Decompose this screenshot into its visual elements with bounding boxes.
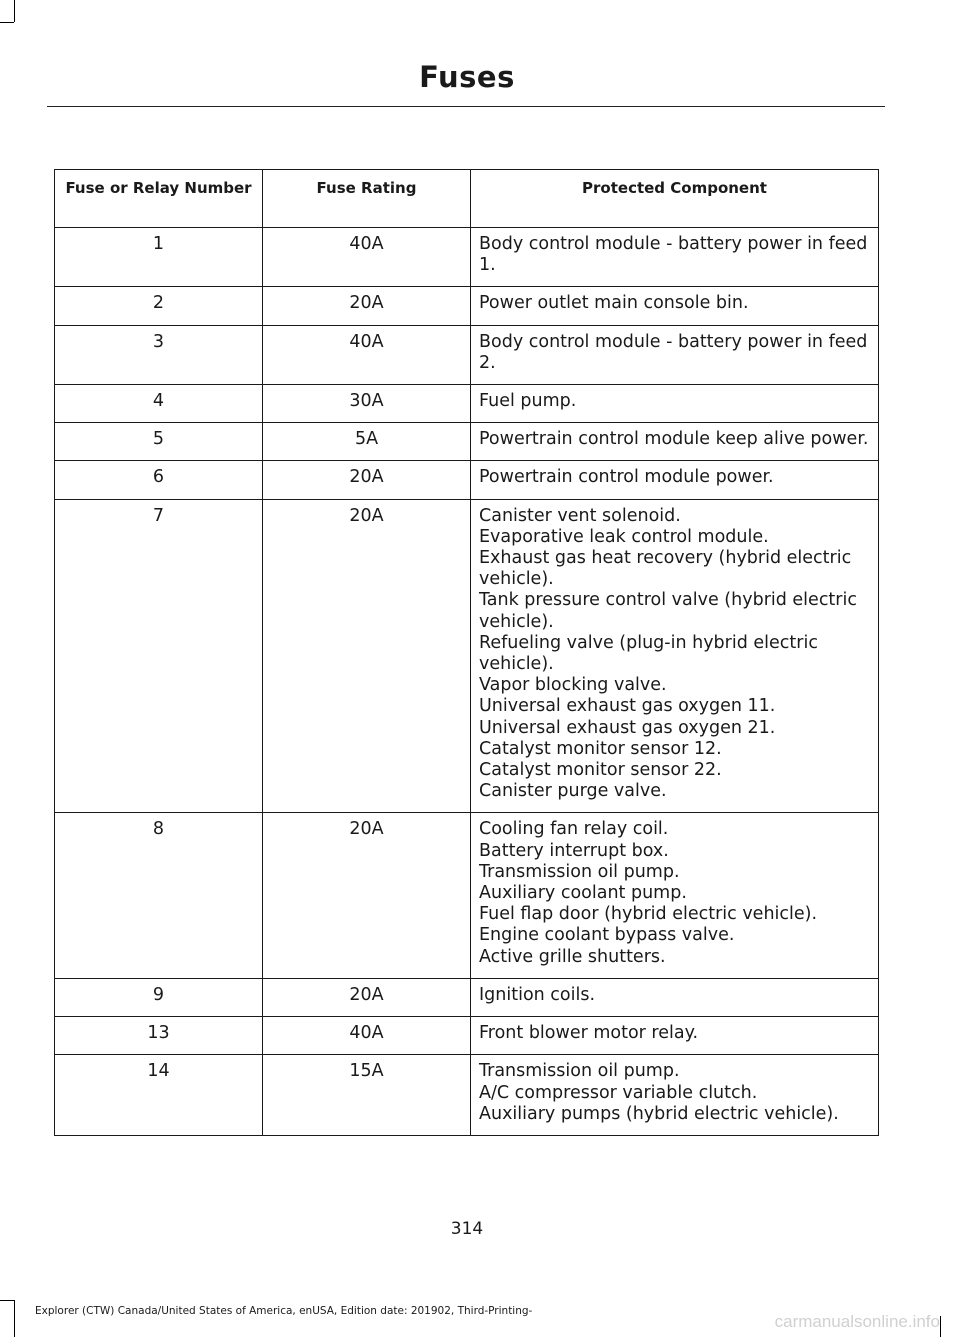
fuse-rating-cell: 20A bbox=[263, 499, 471, 813]
fuse-rating-cell: 20A bbox=[263, 287, 471, 325]
component-line: Cooling fan relay coil. bbox=[479, 819, 669, 840]
component-line: Vapor blocking valve. bbox=[479, 675, 667, 696]
protected-component-cell bbox=[471, 1055, 879, 1136]
component-line: Transmission oil pump. bbox=[479, 861, 680, 882]
component-line: Body control module - battery power in feed 1. bbox=[479, 234, 868, 276]
fuse-number-cell: 1 bbox=[55, 228, 263, 287]
header-fuse-number: Fuse or Relay Number bbox=[55, 170, 263, 228]
crop-mark bbox=[0, 1300, 14, 1301]
table-row bbox=[55, 978, 879, 1016]
header-protected-component: Protected Component bbox=[471, 170, 879, 228]
component-line: Auxiliary coolant pump. bbox=[479, 883, 687, 904]
component-line: Universal exhaust gas oxygen 21. bbox=[479, 717, 776, 738]
fuse-number-cell: 4 bbox=[55, 385, 263, 423]
page-title: Fuses bbox=[419, 60, 515, 94]
protected-component-cell bbox=[471, 325, 879, 384]
protected-component-cell bbox=[471, 1017, 879, 1055]
fuse-rating-cell: 15A bbox=[263, 1055, 471, 1136]
fuse-rating-cell: 40A bbox=[263, 1017, 471, 1055]
crop-mark bbox=[0, 22, 14, 23]
title-divider bbox=[47, 106, 885, 107]
component-line: Transmission oil pump. bbox=[479, 1061, 680, 1082]
table-header-row bbox=[55, 170, 879, 228]
fuse-number-cell: 7 bbox=[55, 499, 263, 813]
table-row bbox=[55, 1017, 879, 1055]
component-line: Body control module - battery power in feed 2. bbox=[479, 331, 868, 373]
component-line: Catalyst monitor sensor 12. bbox=[479, 738, 722, 759]
fuse-number-cell: 5 bbox=[55, 423, 263, 461]
protected-component-cell bbox=[471, 978, 879, 1016]
table-row bbox=[55, 385, 879, 423]
fuse-rating-cell: 40A bbox=[263, 228, 471, 287]
fuse-number-cell: 13 bbox=[55, 1017, 263, 1055]
component-line: Ignition coils. bbox=[479, 984, 596, 1005]
component-line: Powertrain control module keep alive power. bbox=[479, 429, 869, 450]
fuse-rating-cell: 30A bbox=[263, 385, 471, 423]
component-line: Fuel pump. bbox=[479, 391, 577, 412]
component-line: Exhaust gas heat recovery (hybrid electric vehicle). bbox=[479, 548, 852, 590]
table-row bbox=[55, 1055, 879, 1136]
table-row bbox=[55, 499, 879, 813]
protected-component-cell bbox=[471, 228, 879, 287]
protected-component-cell bbox=[471, 423, 879, 461]
table-body bbox=[55, 228, 879, 1136]
component-line: Power outlet main console bin. bbox=[479, 293, 749, 314]
protected-component-cell bbox=[471, 287, 879, 325]
component-line: Engine coolant bypass valve. bbox=[479, 925, 735, 946]
crop-mark bbox=[14, 1300, 15, 1337]
component-line: Catalyst monitor sensor 22. bbox=[479, 760, 722, 781]
fuse-table bbox=[54, 169, 879, 1136]
crop-mark bbox=[14, 0, 15, 22]
component-line: Battery interrupt box. bbox=[479, 840, 669, 861]
component-line: Refueling valve (plug-in hybrid electric vehicle). bbox=[479, 632, 818, 675]
fuse-rating-cell: 20A bbox=[263, 978, 471, 1016]
fuse-number-cell: 2 bbox=[55, 287, 263, 325]
table-row bbox=[55, 228, 879, 287]
fuse-number-cell: 8 bbox=[55, 813, 263, 978]
component-line: A/C compressor variable clutch. bbox=[479, 1082, 758, 1103]
table-row bbox=[55, 813, 879, 978]
component-line: Front blower motor relay. bbox=[479, 1023, 699, 1044]
protected-component-cell bbox=[471, 499, 879, 813]
component-line: Auxiliary pumps (hybrid electric vehicle). bbox=[479, 1103, 839, 1124]
header-fuse-rating: Fuse Rating bbox=[263, 170, 471, 228]
component-line: Active grille shutters. bbox=[479, 946, 666, 967]
fuse-rating-cell: 40A bbox=[263, 325, 471, 384]
table-row bbox=[55, 461, 879, 499]
crop-mark bbox=[940, 1316, 941, 1337]
fuse-number-cell: 9 bbox=[55, 978, 263, 1016]
fuse-rating-cell: 20A bbox=[263, 813, 471, 978]
table-row bbox=[55, 287, 879, 325]
footer-edition-text: Explorer (CTW) Canada/United States of America, enUSA, Edition date: 201902, Third-Printing- bbox=[35, 1305, 533, 1317]
component-line: Fuel flap door (hybrid electric vehicle). bbox=[479, 904, 818, 925]
component-line: Tank pressure control valve (hybrid electric vehicle). bbox=[479, 590, 857, 632]
table-row bbox=[55, 325, 879, 384]
fuse-number-cell: 6 bbox=[55, 461, 263, 499]
component-line: Canister vent solenoid. bbox=[479, 505, 681, 526]
component-line: Canister purge valve. bbox=[479, 781, 667, 802]
fuse-rating-cell: 20A bbox=[263, 461, 471, 499]
page-number: 314 bbox=[450, 1219, 484, 1239]
component-line: Evaporative leak control module. bbox=[479, 526, 769, 547]
table-row bbox=[55, 423, 879, 461]
component-line: Universal exhaust gas oxygen 11. bbox=[479, 696, 776, 717]
fuse-number-cell: 3 bbox=[55, 325, 263, 384]
protected-component-cell bbox=[471, 813, 879, 978]
component-line: Powertrain control module power. bbox=[479, 467, 774, 488]
fuse-number-cell: 14 bbox=[55, 1055, 263, 1136]
protected-component-cell bbox=[471, 461, 879, 499]
protected-component-cell bbox=[471, 385, 879, 423]
fuse-rating-cell: 5A bbox=[263, 423, 471, 461]
watermark-text: carmanualsonline.info bbox=[774, 1312, 940, 1331]
